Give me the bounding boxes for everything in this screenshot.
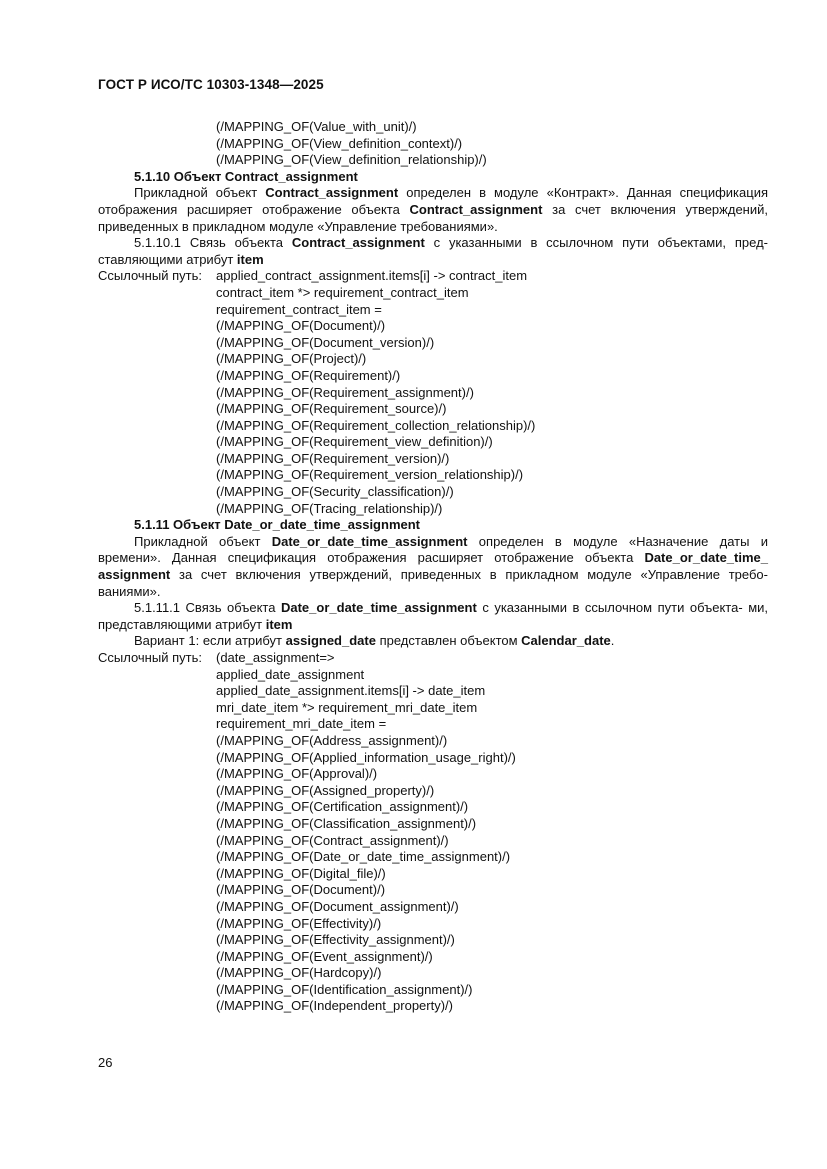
reference-path-line: (/MAPPING_OF(Event_assignment)/) — [216, 948, 433, 964]
object-name: Contract_assignment — [265, 185, 399, 201]
reference-path-line: (/MAPPING_OF(Document)/) — [216, 318, 386, 334]
reference-path-line: (/MAPPING_OF(Tracing_relationship)/) — [216, 500, 443, 516]
reference-path-line: (/MAPPING_OF(Document_version)/) — [216, 334, 435, 350]
reference-path-line: (/MAPPING_OF(Requirement_view_definition)/) — [216, 434, 493, 450]
mapping-line: (/MAPPING_OF(Value_with_unit)/) — [216, 119, 417, 134]
section-heading-5-1-11: 5.1.11 Объект Date_or_date_time_assignment — [134, 517, 420, 533]
reference-path-line: (/MAPPING_OF(Requirement_source)/) — [216, 401, 447, 417]
reference-path-block — [98, 650, 768, 1015]
reference-path-line: (/MAPPING_OF(Security_classification)/) — [216, 484, 454, 500]
reference-path-line: (/MAPPING_OF(Assigned_property)/) — [216, 782, 435, 798]
object-name: Date_or_date_time_assignment — [271, 533, 468, 549]
object-name: Calendar_date — [521, 633, 611, 649]
attribute-name: item — [265, 616, 293, 632]
reference-path-line: (/MAPPING_OF(Document)/) — [216, 882, 386, 898]
reference-path-line: (/MAPPING_OF(Independent_property)/) — [216, 998, 453, 1014]
section-heading-5-1-10: 5.1.10 Объект Contract_assignment — [134, 168, 358, 184]
page-number: 26 — [98, 1055, 113, 1070]
attribute-name: assigned_date — [285, 633, 376, 649]
object-name: Contract_assignment — [409, 201, 543, 217]
page-header-standard-id: ГОСТ Р ИСО/ТС 10303-1348—2025 — [98, 77, 324, 92]
reference-path-lines — [216, 268, 535, 517]
reference-path-line: contract_item *> requirement_contract_item — [216, 284, 469, 300]
attribute-name: item — [236, 251, 264, 267]
reference-path-line: (/MAPPING_OF(Project)/) — [216, 351, 367, 367]
object-name: Contract_assignment — [291, 235, 425, 251]
section-5-1-11-1-paragraph: 5.1.11.1 Связь объекта Date_or_date_time_assignment с указанными в ссылочном пути объекта- ми, представляющими атрибут item — [98, 600, 769, 632]
reference-path-line: applied_date_assignment.items[i] -> date_item — [216, 683, 486, 699]
mapping-line: (/MAPPING_OF(View_definition_context)/) — [216, 135, 463, 151]
reference-path-line: (/MAPPING_OF(Requirement)/) — [216, 367, 401, 383]
reference-path-line: (/MAPPING_OF(Requirement_version)/) — [216, 450, 450, 466]
reference-path-line: (/MAPPING_OF(Classification_assignment)/) — [216, 815, 477, 831]
reference-path-line: (/MAPPING_OF(Address_assignment)/) — [216, 732, 448, 748]
reference-path-line: (date_assignment=> — [216, 650, 335, 665]
section-5-1-10-1-paragraph: 5.1.10.1 Связь объекта Contract_assignment с указанными в ссылочном пути объектами, пред- ставляющими атрибут item — [98, 235, 768, 267]
reference-path-line: (/MAPPING_OF(Identification_assignment)/) — [216, 981, 473, 997]
reference-path-line: (/MAPPING_OF(Certification_assignment)/) — [216, 799, 469, 815]
reference-path-line: (/MAPPING_OF(Requirement_version_relationship)/) — [216, 467, 524, 483]
reference-path-line: mri_date_item *> requirement_mri_date_item — [216, 699, 478, 715]
reference-path-line: (/MAPPING_OF(Hardcopy)/) — [216, 965, 382, 981]
variant-1-line: Вариант 1: если атрибут assigned_date представлен объектом Calendar_date. — [134, 633, 615, 649]
object-name: assignment — [98, 567, 171, 583]
section-5-1-10-paragraph: Прикладной объект Contract_assignment определен в модуле «Контракт». Данная спецификация отображения расширяет отображение объекта Contract_assignment за счет включения утверждений, приведенных в прикладном модуле «Управление требованиями». — [98, 185, 768, 234]
reference-path-line: (/MAPPING_OF(Date_or_date_time_assignment)/) — [216, 849, 511, 865]
reference-path-line: (/MAPPING_OF(Effectivity)/) — [216, 915, 382, 931]
reference-path-lines — [216, 650, 516, 1015]
reference-path-line: (/MAPPING_OF(Contract_assignment)/) — [216, 832, 449, 848]
reference-path-line: applied_contract_assignment.items[i] -> contract_item — [216, 268, 528, 284]
reference-path-label: Ссылочный путь: — [98, 650, 202, 665]
reference-path-line: (/MAPPING_OF(Digital_file)/) — [216, 865, 386, 881]
reference-path-line: (/MAPPING_OF(Approval)/) — [216, 766, 378, 782]
reference-path-line: (/MAPPING_OF(Applied_information_usage_right)/) — [216, 749, 516, 765]
object-name: Date_or_date_time_assignment — [280, 600, 477, 616]
reference-path-line: requirement_mri_date_item = — [216, 716, 387, 732]
reference-path-label: Ссылочный путь: — [98, 268, 202, 284]
reference-path-line: applied_date_assignment — [216, 666, 365, 682]
top-mapping-list — [98, 119, 768, 169]
reference-path-line: (/MAPPING_OF(Requirement_collection_relationship)/) — [216, 417, 536, 433]
section-5-1-11-paragraph: Прикладной объект Date_or_date_time_assignment определен в модуле «Назначение даты и времени». Данная спецификация отображения расширяет отображение объекта Date_or_date_time_ assignment за счет включения утверждений, приведенных в прикладном модуле «Управление требо- ваниями». — [98, 533, 768, 599]
object-name: Date_or_date_time_ — [644, 550, 768, 566]
reference-path-line: (/MAPPING_OF(Requirement_assignment)/) — [216, 384, 474, 400]
reference-path-line: (/MAPPING_OF(Effectivity_assignment)/) — [216, 932, 455, 948]
mapping-line: (/MAPPING_OF(View_definition_relationship)/) — [216, 152, 487, 168]
reference-path-line: (/MAPPING_OF(Document_assignment)/) — [216, 898, 459, 914]
page-content — [98, 119, 768, 1015]
reference-path-line: requirement_contract_item = — [216, 301, 382, 317]
reference-path-block — [98, 268, 768, 517]
